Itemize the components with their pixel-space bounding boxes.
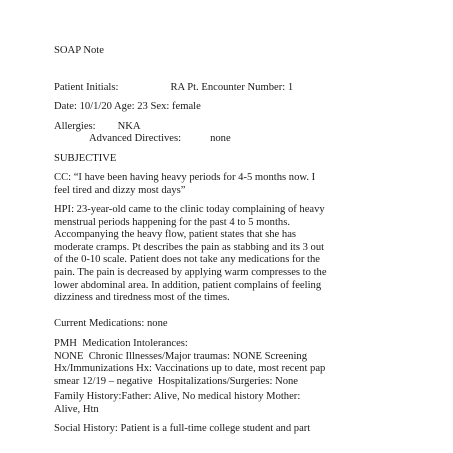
advanced-directives-line	[54, 133, 231, 146]
advanced-directives-value: none	[210, 133, 231, 144]
family-history-line: Alive, Htn	[54, 403, 99, 415]
subjective-heading: SUBJECTIVE	[54, 153, 117, 164]
pmh-line: NONE Chronic Illnesses/Major traumas: NONE Screening	[54, 350, 308, 362]
pmh-line: Hx/Immunizations Hx: Vaccinations up to date, most recent pap	[54, 363, 326, 375]
hpi-line: HPI: 23-year-old came to the clinic today complaining of heavy	[54, 204, 325, 215]
cc-line: CC: “I have been having heavy periods for 4-5 months now. I	[54, 172, 316, 183]
hpi-line: menstrual periods happening for the past 4 to 5 months.	[54, 216, 290, 228]
social-history-line: Social History: Patient is a full-time college student and part	[54, 423, 311, 434]
document-title: SOAP Note	[54, 45, 104, 56]
advanced-directives-label: Advanced Directives:	[89, 133, 182, 144]
hpi-line: of the 0-10 scale. Patient does not take any medications for the	[54, 254, 320, 266]
hpi-line: moderate cramps. Pt describes the pain as stabbing and its 3 out	[54, 241, 325, 253]
current-medications-line: Current Medications: none	[54, 318, 168, 329]
pmh-line: smear 12/19 – negative Hospitalizations/Surgeries: None	[54, 375, 298, 387]
hpi-line: Accompanying the heavy flow, patient states that she has	[54, 229, 297, 241]
allergies-line	[54, 121, 141, 134]
hpi-paragraph	[54, 204, 396, 305]
patient-initials-label: Patient Initials:	[54, 82, 119, 93]
hpi-line: lower abdominal area. In addition, patient complains of feeling	[54, 279, 322, 291]
date-age-sex-line: Date: 10/1/20 Age: 23 Sex: female	[54, 101, 201, 112]
pmh-line: PMH Medication Intolerances:	[54, 338, 188, 349]
encounter-number-label: RA Pt. Encounter Number: 1	[170, 82, 294, 93]
cc-line: feel tired and dizzy most days”	[54, 184, 186, 196]
hpi-line: dizziness and tiredness most of the times.	[54, 292, 230, 304]
allergies-label: Allergies:	[54, 121, 96, 132]
chief-complaint-paragraph	[54, 172, 396, 197]
family-history-paragraph	[54, 391, 396, 416]
family-history-line: Family History:Father: Alive, No medical history Mother:	[54, 391, 301, 402]
allergies-value: NKA	[117, 121, 141, 132]
patient-encounter-line	[54, 82, 293, 95]
hpi-line: pain. The pain is decreased by applying warm compresses to the	[54, 266, 327, 278]
pmh-paragraph	[54, 338, 396, 388]
